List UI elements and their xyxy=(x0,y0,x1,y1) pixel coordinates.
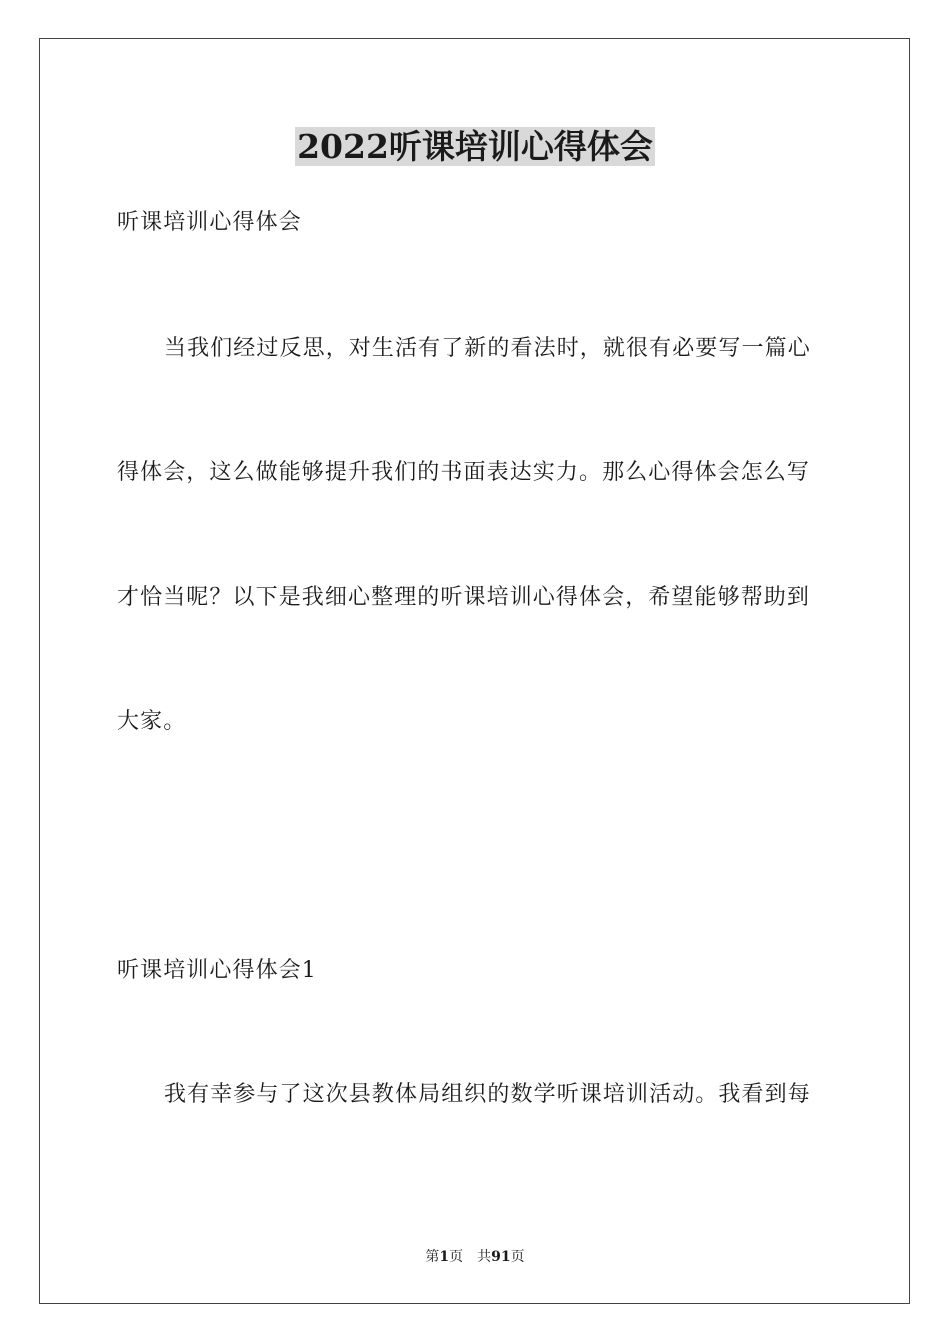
total-label-prefix: 共 xyxy=(477,1249,492,1265)
document-title xyxy=(0,126,950,168)
page-footer xyxy=(0,1248,950,1266)
paragraph-line: 我有幸参与了这次县教体局组织的数学听课培训活动。我看到每 xyxy=(164,1082,811,1107)
section-heading: 听课培训心得体会1 xyxy=(117,958,317,983)
page-label-prefix: 第 xyxy=(425,1249,440,1265)
document-title-text: 2022听课培训心得体会 xyxy=(297,127,653,166)
paragraph-line: 得体会，这么做能够提升我们的书面表达实力。那么心得体会怎么写 xyxy=(117,460,811,485)
page-number: 1 xyxy=(439,1249,450,1265)
paragraph-line: 才恰当呢？以下是我细心整理的听课培训心得体会，希望能够帮助到 xyxy=(117,585,811,610)
document-subtitle: 听课培训心得体会 xyxy=(117,210,302,235)
total-pages: 91 xyxy=(491,1249,511,1265)
total-label-suffix: 页 xyxy=(510,1249,525,1265)
page-label-suffix: 页 xyxy=(449,1249,464,1265)
paragraph-line: 当我们经过反思，对生活有了新的看法时，就很有必要写一篇心 xyxy=(164,336,811,361)
paragraph-line: 大家。 xyxy=(117,709,187,734)
